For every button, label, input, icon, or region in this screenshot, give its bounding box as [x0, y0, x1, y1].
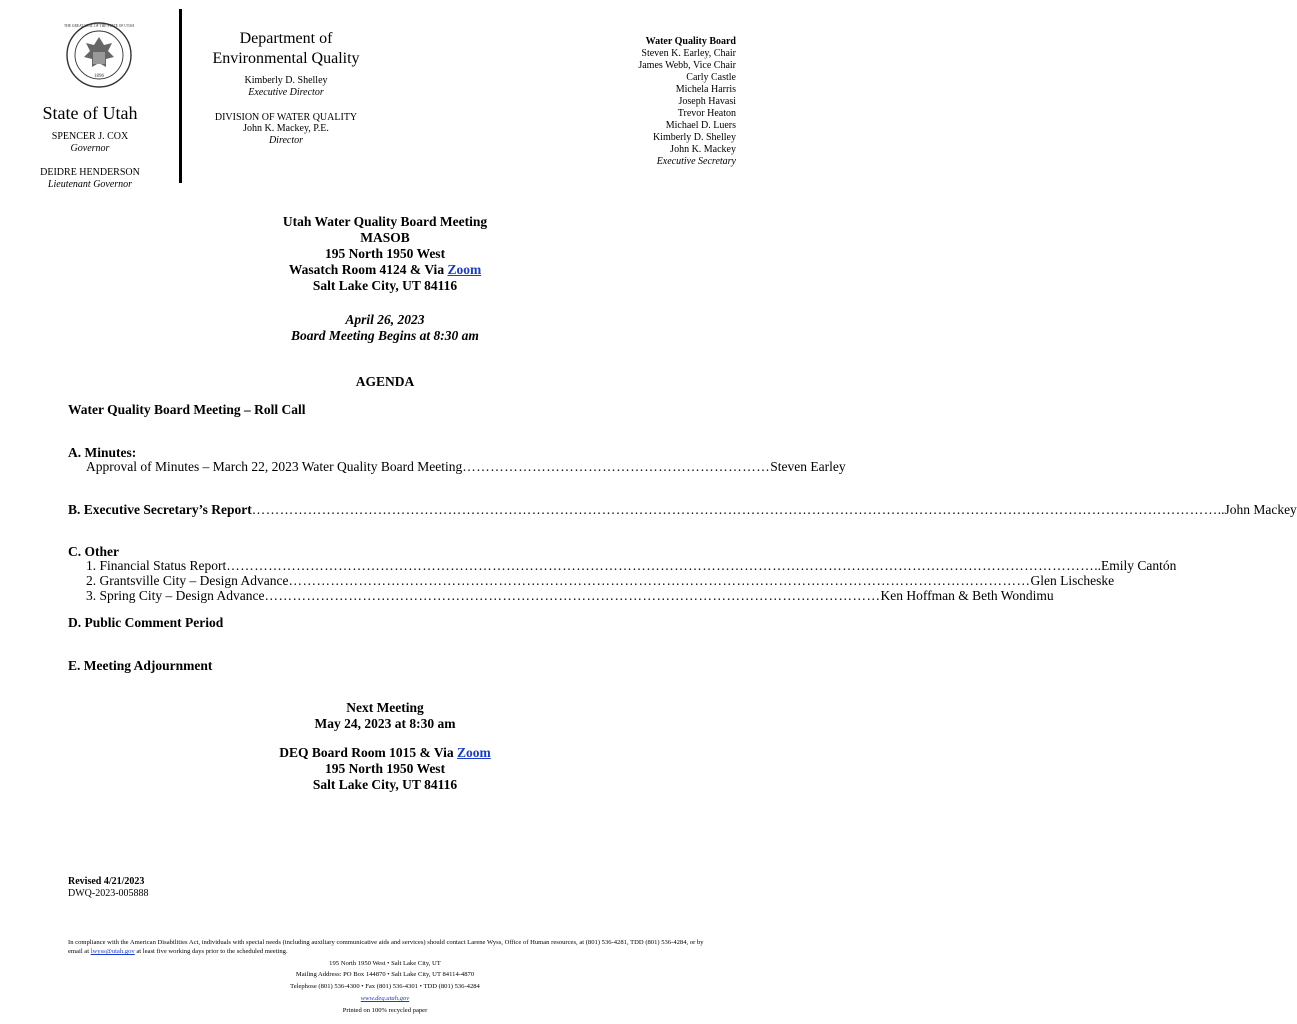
meeting-venue: MASOB [360, 230, 410, 245]
meeting-room [0, 262, 770, 278]
section-b-heading: B. Executive Secretary’s Report [68, 502, 252, 517]
state-name: State of Utah [42, 103, 138, 123]
division-director-name: John K. Mackey, P.E. [243, 123, 329, 134]
next-meeting-datetime: May 24, 2023 at 8:30 am [314, 716, 456, 731]
agenda-item-spring-city [86, 588, 1054, 604]
revision-info [68, 876, 149, 900]
next-meeting-room [0, 745, 770, 761]
division-name: DIVISION OF WATER QUALITY [214, 112, 358, 123]
board-heading: Water Quality Board [645, 36, 736, 47]
next-zoom-link[interactable]: Zoom [457, 745, 491, 760]
board-member: Kimberly D. Shelley [652, 132, 736, 143]
revised-date: Revised 4/21/2023 [68, 876, 145, 887]
next-meeting-heading: Next Meeting [346, 700, 424, 715]
meeting-city: Salt Lake City, UT 84116 [312, 278, 458, 293]
agenda-item-presenter: ..John Mackey [1217, 502, 1297, 517]
agenda-item-grantsville [86, 573, 1115, 589]
board-member: Trevor Heaton [677, 108, 736, 119]
footer-address: 195 North 1950 West • Salt Lake City, UT [329, 960, 441, 967]
zoom-link[interactable]: Zoom [447, 262, 482, 277]
footer-phone: Telephose (801) 536-4300 • Fax (801) 536-4301 • TDD (801) 536-4284 [290, 983, 480, 990]
agenda-item-presenter: Steven Earley [770, 459, 846, 474]
board-roster [516, 36, 736, 168]
agenda-item-presenter: ..Emily Cantón [1094, 558, 1177, 573]
department-line-2: Environmental Quality [212, 50, 360, 67]
agenda-item-label: Approval of Minutes – March 22, 2023 Water Quality Board Meeting [86, 459, 463, 474]
board-member: Michela Harris [675, 84, 736, 95]
footer-mailing: Mailing Address: PO Box 144870 • Salt Lake City, UT 84114-4870 [295, 971, 475, 978]
roll-call: Water Quality Board Meeting – Roll Call [68, 402, 306, 417]
leader-dots: …………………………………………………………………………………………………………………………………………… [288, 573, 1031, 588]
leader-dots: ……………………………………………………………………………………………………………………………………………………………………………………… [251, 502, 1218, 517]
executive-director-title: Executive Director [248, 87, 324, 98]
leader-dots: …………………………………………………………………………………………………………………………………………………………………… [226, 558, 1095, 573]
section-d-heading: D. Public Comment Period [68, 615, 224, 630]
lt-governor-name: DEIDRE HENDERSON [40, 167, 140, 178]
agenda-item-presenter: Glen Lischeske [1030, 573, 1115, 588]
governor-title: Governor [70, 143, 110, 154]
agenda-item-financial [86, 558, 1177, 574]
department-line-1: Department of [239, 30, 333, 47]
svg-text:THE GREAT SEAL OF THE STATE OF: THE GREAT SEAL OF THE STATE OF UTAH [64, 24, 134, 28]
board-member: Steven K. Earley, Chair [641, 48, 736, 59]
meeting-title: Utah Water Quality Board Meeting [282, 214, 488, 229]
meeting-start: Board Meeting Begins at 8:30 am [291, 328, 479, 343]
ada-notice [68, 938, 704, 956]
meeting-info [0, 214, 770, 294]
agenda-item-minutes [86, 459, 846, 475]
section-e-heading: E. Meeting Adjournment [68, 658, 213, 673]
lt-governor-title: Lieutenant Governor [47, 179, 133, 190]
footer-recycled: Printed on 100% recycled paper [342, 1007, 428, 1014]
meeting-date-block [0, 312, 770, 344]
meeting-address: 195 North 1950 West [324, 246, 446, 261]
next-meeting-address: 195 North 1950 West [324, 761, 446, 776]
state-seal [66, 19, 132, 97]
ada-notice-suffix: at least five working days prior to the scheduled meeting. [134, 948, 288, 955]
section-a-heading: A. Minutes: [68, 445, 137, 460]
agenda-item-executive-report [68, 502, 1297, 518]
document-id: DWQ-2023-005888 [68, 888, 149, 899]
website-link[interactable]: www.deq.utah.gov [360, 995, 410, 1002]
agenda-heading: AGENDA [355, 374, 415, 389]
section-c-heading: C. Other [68, 544, 119, 559]
board-member: Michael D. Luers [665, 120, 736, 131]
leader-dots: …………………………………………………………………………………………………………………… [264, 588, 881, 603]
division-director-title: Director [268, 135, 304, 146]
next-meeting-city: Salt Lake City, UT 84116 [312, 777, 458, 792]
svg-text:1896: 1896 [94, 74, 104, 79]
board-secretary-title: Executive Secretary [656, 156, 736, 167]
executive-director-name: Kimberly D. Shelley [244, 75, 328, 86]
agenda-item-label: 3. Spring City – Design Advance [86, 588, 265, 603]
ada-email-link[interactable]: lwyss@utah.gov [90, 948, 135, 955]
agenda-item-label: 1. Financial Status Report [86, 558, 227, 573]
header-divider [179, 9, 182, 183]
meeting-date: April 26, 2023 [345, 312, 425, 327]
footer-website [0, 995, 770, 1002]
board-member: Carly Castle [686, 72, 736, 83]
governor-name: SPENCER J. COX [51, 131, 129, 142]
ada-notice-text: In compliance with the American Disabilities Act, individuals with special needs (including auxiliary communicative aids and services) should contact Larene Wyss, Office of Human resources, at (801) 536-4281, TDD (801) 536-4284, or by email at [68, 939, 704, 955]
agenda-item-presenter: Ken Hoffman & Beth Wondimu [880, 588, 1054, 603]
meeting-room-text: Wasatch Room 4124 & Via [288, 262, 448, 277]
board-member: James Webb, Vice Chair [638, 60, 736, 71]
leader-dots: ………………………………………………………… [462, 459, 771, 474]
department-name [198, 29, 374, 69]
next-meeting-room-text: DEQ Board Room 1015 & Via [279, 745, 457, 760]
board-member: Joseph Havasi [678, 96, 736, 107]
agenda-item-label: 2. Grantsville City – Design Advance [86, 573, 289, 588]
next-meeting [0, 700, 770, 793]
board-member: John K. Mackey [670, 144, 736, 155]
